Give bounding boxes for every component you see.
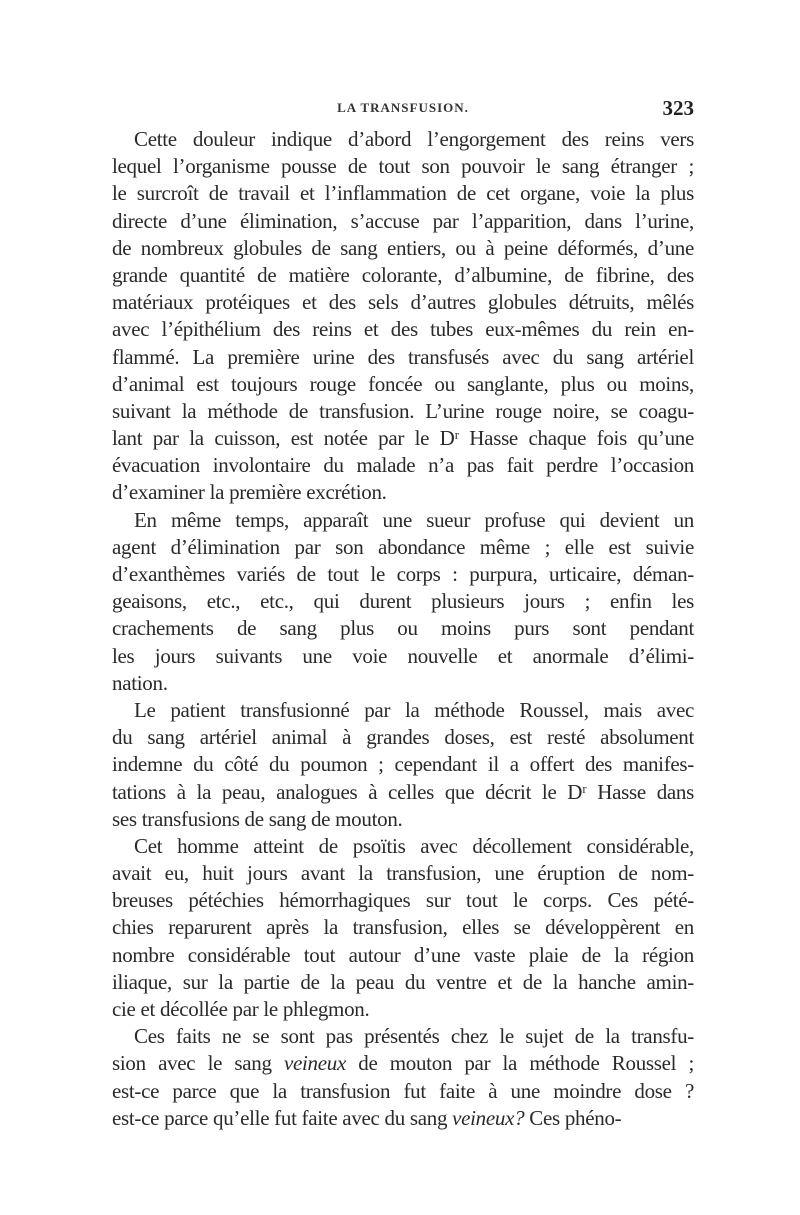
text-line: du sang artériel animal à grandes doses, est resté absolument <box>112 725 694 750</box>
text-line: iliaque, sur la partie de la peau du ventre et de la hanche amin- <box>112 969 694 994</box>
italic-text: veineux <box>283 1051 346 1076</box>
text-line: matériaux protéiques et des sels d’autres globules détruits, mêlés <box>112 290 694 315</box>
text-segment: Ces phéno- <box>524 1105 622 1130</box>
text-line: lequel l’organisme pousse de tout son pouvoir le sang étranger ; <box>112 154 694 179</box>
running-title: LA TRANSFUSION. <box>337 100 469 115</box>
text-line: d’examiner la première excrétion. <box>112 480 387 505</box>
text-line: tations à la peau, analogues à celles que décrit le Dʳ Hasse dans <box>112 779 694 804</box>
text-line: grande quantité de matière colorante, d’albumine, de fibrine, des <box>112 262 694 287</box>
text-line: le surcroît de travail et l’inflammation de cet organe, voie la plus <box>112 181 694 206</box>
text-line: flammé. La première urine des transfusés avec du sang artériel <box>112 344 694 369</box>
page-number: 323 <box>662 96 694 120</box>
text-line: avec l’épithélium des reins et des tubes eux-mêmes du rein en- <box>112 317 694 342</box>
text-segment: est-ce parce qu’elle fut faite avec du sang <box>112 1105 453 1130</box>
text-line: les jours suivants une voie nouvelle et anormale d’élimi- <box>112 643 694 668</box>
text-segment: de mouton par la méthode Roussel ; <box>345 1051 694 1076</box>
text-line: Le patient transfusionné par la méthode Roussel, mais avec <box>134 697 694 722</box>
page-header <box>112 96 694 126</box>
text-line: nombre considérable tout autour d’une vaste plaie de la région <box>112 942 694 967</box>
text-line: nation. <box>112 670 168 695</box>
text-line: évacuation involontaire du malade n’a pas fait perdre l’occasion <box>112 453 694 478</box>
text-line: En même temps, apparaît une sueur profuse qui devient un <box>134 507 694 532</box>
text-line <box>112 1050 694 1077</box>
text-line: breuses pétéchies hémorrhagiques sur tout le corps. Ces pété- <box>112 888 694 913</box>
text-line: agent d’élimination par son abondance même ; elle est suivie <box>112 534 694 559</box>
text-line: Cette douleur indique d’abord l’engorgement des reins vers <box>134 127 694 151</box>
paragraph <box>112 833 694 1023</box>
paragraph <box>112 507 694 697</box>
text-line: Ces faits ne se sont pas présentés chez le sujet de la transfu- <box>134 1024 694 1049</box>
text-line: ses transfusions de sang de mouton. <box>112 806 403 831</box>
paragraph <box>112 126 694 507</box>
book-page <box>112 96 694 1132</box>
body-text <box>112 126 694 1132</box>
text-line: crachements de sang plus ou moins purs sont pendant <box>112 616 694 641</box>
paragraph <box>112 1023 694 1132</box>
text-line: cie et décollée par le phlegmon. <box>112 997 370 1021</box>
text-line: directe d’une élimination, s’accuse par l’apparition, dans l’urine, <box>112 208 694 233</box>
text-line: de nombreux globules de sang entiers, ou à peine déformés, d’une <box>112 235 694 260</box>
paragraph <box>112 697 694 833</box>
text-line: est-ce parce que la transfusion fut faite à une moindre dose ? <box>112 1078 694 1103</box>
text-line: d’animal est toujours rouge foncée ou sanglante, plus ou moins, <box>112 371 694 396</box>
text-segment: sion avec le sang <box>112 1051 284 1076</box>
italic-text: veineux? <box>452 1105 525 1130</box>
text-line: chies reparurent après la transfusion, elles se développèrent en <box>112 915 694 940</box>
text-line: avait eu, huit jours avant la transfusion, une éruption de nom- <box>112 861 694 886</box>
text-line <box>112 1105 694 1132</box>
text-line: lant par la cuisson, est notée par le Dʳ Hasse chaque fois qu’une <box>112 426 694 451</box>
text-line: geaisons, etc., etc., qui durent plusieurs jours ; enfin les <box>112 589 694 614</box>
text-line: indemne du côté du poumon ; cependant il a offert des manifes- <box>112 752 694 777</box>
text-line: suivant la méthode de transfusion. L’urine rouge noire, se coagu- <box>112 398 694 423</box>
text-line: d’exanthèmes variés de tout le corps : purpura, urticaire, déman- <box>112 562 694 586</box>
text-line: Cet homme atteint de psoïtis avec décollement considérable, <box>134 833 694 858</box>
